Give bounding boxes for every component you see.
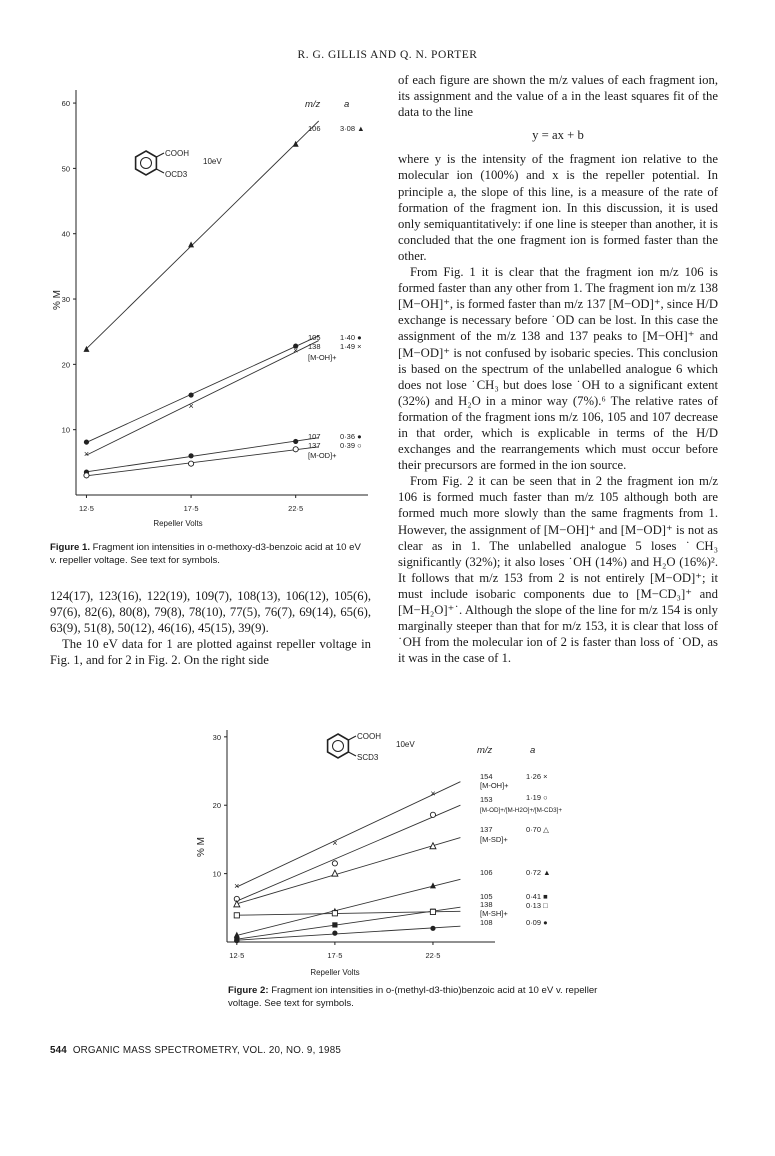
series-line-106 [237, 879, 461, 935]
journal-citation: ORGANIC MASS SPECTROMETRY, VOL. 20, NO. 9, 1985 [72, 1045, 342, 1056]
x-tick-label: 22·5 [288, 504, 304, 513]
y-tick-label: 30 [61, 295, 70, 305]
series-line-153 [237, 805, 461, 901]
y-tick-label: 60 [61, 99, 70, 109]
a-value-107: 0·36 ● [340, 432, 362, 441]
right-column-text [398, 72, 718, 666]
data-point-138: × [293, 345, 299, 356]
data-point-105 [84, 439, 89, 444]
label-107: 107 [308, 432, 321, 441]
data-point-138: × [83, 448, 90, 459]
label-m-oh: [M-OH]+ [480, 781, 509, 790]
benzene-structure [136, 151, 164, 175]
right-column-paragraph-3: From Fig. 1 it is clear that the fragment ion m/z 106 is formed faster than any other from 1. The fragment ion m/z 138 [M−OH]⁺, is formed faster than m/z 137 [M−OD]⁺, since H/D exchange is necessary before ˙OD can be lost. In this case the assignment of the m/z 138 and 137 peaks to [M−OH]⁺ and [M−OD]⁺ is not confused by isobaric species. This conclusion is based on the spectrum of the unlabelled analogue 6 which does not lose ˙CH₃ but does lose ˙OH to a significant extent (32%) and H₂O in a minor way (7%).⁶ The relative rates of formation of the fragment ions m/z 106, 105 and 107 decrease in that order, which is explicable in terms of the H/D exchanges and the rearrangements which must occur before their precursors are formed in the ion source. [398, 265, 718, 473]
y-tick-label: 20 [61, 360, 70, 370]
energy-label: 10eV [396, 740, 415, 749]
label-153-assignment: [M-OD]+/[M-H2O]+/[M-CD3]+ [480, 807, 563, 814]
label-105: 105 [308, 333, 321, 342]
substituent-top: COOH [165, 149, 189, 158]
data-point-107 [293, 439, 298, 444]
y-tick-label: 30 [212, 732, 221, 742]
a-column-header: a [530, 745, 536, 756]
data-point-107 [188, 453, 193, 458]
series-line-138 [86, 341, 318, 456]
data-point-105 [188, 392, 193, 397]
series-line-107 [83, 438, 318, 472]
figure-2-caption-text: Fragment ion intensities in o-(methyl-d3-thio)benzoic acid at 10 eV v. repeller voltage. See text for symbols. [228, 985, 598, 1009]
left-column-peaklist: 124(17), 123(16), 122(19), 109(7), 108(13), 106(12), 105(6), 97(6), 82(6), 80(8), 79(8), 78(10), 77(5), 76(7), 69(14), 65(6), 63(9), 51(8), 50(12), 46(16), 45(15), 39(9). [50, 589, 371, 636]
x-tick-label: 22·5 [425, 951, 441, 960]
figure-2-caption [228, 985, 608, 1010]
label-108: 108 [480, 918, 493, 927]
x-tick-label: 17·5 [327, 951, 343, 960]
data-point-153 [430, 812, 435, 817]
series-markers [234, 789, 436, 944]
y-tick-label: 40 [61, 229, 70, 239]
figure-1-chart [38, 78, 378, 538]
label-137: 137 [308, 441, 321, 450]
figure-1-caption [50, 542, 370, 567]
x-ticks [79, 495, 303, 513]
energy-label: 10eV [203, 157, 222, 166]
label-m-sh: [M-SH]+ [480, 909, 508, 918]
right-column-paragraph-4: From Fig. 2 it can be seen that in 2 the fragment ion m/z 106 is formed much faster than m/z 105 although both are formed much more slowly than the same fragments from 1. However, the assignment of [M−OH]⁺ and [M−OD]⁺ is not as clear as in 1. The unlabelled analogue 5 loses ˙CH₃ significantly (32%); it also loses ˙OH (14%) and H₂O (16%)². It follows that m/z 153 from 2 is not entirely [M−OD]⁺; it must include isobaric components due to [M−CD₃]⁺ and [M−H₂O]⁺˙. Although the slope of the line for m/z 154 is only marginally steeper than that for m/z 153, it is clear that loss of ˙OH from the molecular ion of 2 is faster than loss of ˙OD, as it was in the case of 1. [398, 474, 718, 666]
substituent-top: COOH [357, 732, 381, 741]
x-tick-label: 12·5 [229, 951, 245, 960]
label-154: 154 [480, 772, 493, 781]
series-lines [237, 782, 461, 940]
right-column-paragraph-2: where y is the intensity of the fragment ion relative to the molecular ion (100%) and x is the repeller potential. In principle a, the slope of this line, is a measure of the rate of formation of the fragment ion. In this discussion, it is used only semiquantitatively: if one line is steeper than another, it is concluded that the one fragment ion is formed faster than the other. [398, 152, 718, 263]
a-value-138: 1·49 × [340, 342, 362, 351]
x-ticks [229, 942, 440, 960]
data-point-138 [430, 909, 435, 914]
y-ticks [213, 733, 227, 879]
equation: y = ax + b [532, 128, 584, 143]
y-axis-label: % M [52, 290, 63, 310]
data-point-105 [332, 922, 337, 927]
a-value-106: 3·08 ▲ [340, 124, 365, 133]
label-m-oh: [M-OH]+ [308, 353, 337, 362]
left-column-text [50, 588, 371, 668]
data-point-137 [188, 461, 193, 466]
data-point-138 [234, 913, 239, 918]
data-point-108 [332, 931, 337, 936]
series-line-154 [237, 782, 461, 887]
x-tick-label: 12·5 [78, 504, 94, 513]
data-point-108 [234, 938, 239, 943]
label-153: 153 [480, 795, 493, 804]
data-point-108 [430, 926, 435, 931]
series-markers [83, 141, 298, 478]
left-column-paragraph: The 10 eV data for 1 are plotted against repeller voltage in Fig. 1, and for 2 in Fig. 2. On the right side [50, 637, 371, 668]
series-line-105 [86, 336, 318, 443]
a-value-138: 0·13 □ [526, 901, 548, 910]
a-value-108: 0·09 ● [526, 918, 548, 927]
series-line-137 [83, 447, 318, 476]
a-value-153: 1·19 ○ [526, 793, 548, 802]
label-106: 106 [308, 124, 321, 133]
a-value-154: 1·26 × [526, 772, 548, 781]
y-axis-label: % M [196, 837, 207, 857]
x-axis-label: Repeller Volts [310, 968, 360, 977]
right-column-paragraph-1: of each figure are shown the m/z values of each fragment ion, its assignment and the value of a in the least squares fit of the data to the line [398, 73, 718, 120]
figure-1-caption-label: Figure 1. [50, 542, 90, 553]
data-point-137 [234, 901, 240, 907]
y-ticks [62, 99, 76, 435]
label-138: 138 [480, 900, 493, 909]
a-value-105: 0·41 ■ [526, 892, 548, 901]
a-value-106: 0·72 ▲ [526, 868, 551, 877]
data-point-154: × [234, 880, 240, 891]
label-137: 137 [480, 825, 493, 834]
mz-column-header: m/z [477, 745, 493, 756]
a-column-header: a [344, 99, 350, 110]
data-point-137 [430, 843, 436, 849]
label-m-od: [M-OD]+ [308, 451, 337, 460]
figure-2-caption-label: Figure 2: [228, 985, 269, 996]
substituent-bottom: SCD3 [357, 753, 379, 762]
label-105: 105 [480, 892, 493, 901]
data-point-154: × [430, 788, 436, 799]
benzene-structure [328, 734, 356, 758]
data-point-138 [332, 911, 337, 916]
data-point-137 [332, 870, 338, 876]
y-tick-label: 10 [212, 869, 221, 879]
mz-column-header: m/z [305, 99, 321, 110]
data-point-137 [84, 473, 89, 478]
substituent-bottom: OCD3 [165, 170, 188, 179]
a-value-137: 0·70 △ [526, 825, 549, 834]
x-axis-label: Repeller Volts [153, 519, 203, 528]
x-tick-label: 17·5 [183, 504, 199, 513]
y-tick-label: 10 [61, 425, 70, 435]
label-138: 138 [308, 342, 321, 351]
a-value-105: 1·40 ● [340, 333, 362, 342]
page-footer [50, 1045, 341, 1056]
y-tick-label: 50 [61, 164, 70, 174]
data-point-154: × [332, 837, 338, 848]
figure-2-chart [190, 722, 600, 984]
figure-1-caption-text: Fragment ion intensities in o-methoxy-d3-benzoic acid at 10 eV v. repeller voltage. See text for symbols. [50, 542, 361, 566]
data-point-137 [293, 447, 298, 452]
a-value-137: 0·39 ○ [340, 441, 362, 450]
data-point-153 [332, 861, 337, 866]
label-m-sd: [M-SD]+ [480, 835, 508, 844]
data-point-138: × [188, 401, 194, 412]
series-lines [83, 121, 318, 476]
running-header: R. G. GILLIS AND Q. N. PORTER [297, 49, 478, 61]
label-106: 106 [480, 868, 493, 877]
series-line-138 [237, 911, 461, 915]
series-line-108 [237, 926, 461, 940]
series-line-106 [86, 121, 318, 349]
page-number: 544 [50, 1045, 67, 1056]
y-tick-label: 20 [212, 801, 221, 811]
